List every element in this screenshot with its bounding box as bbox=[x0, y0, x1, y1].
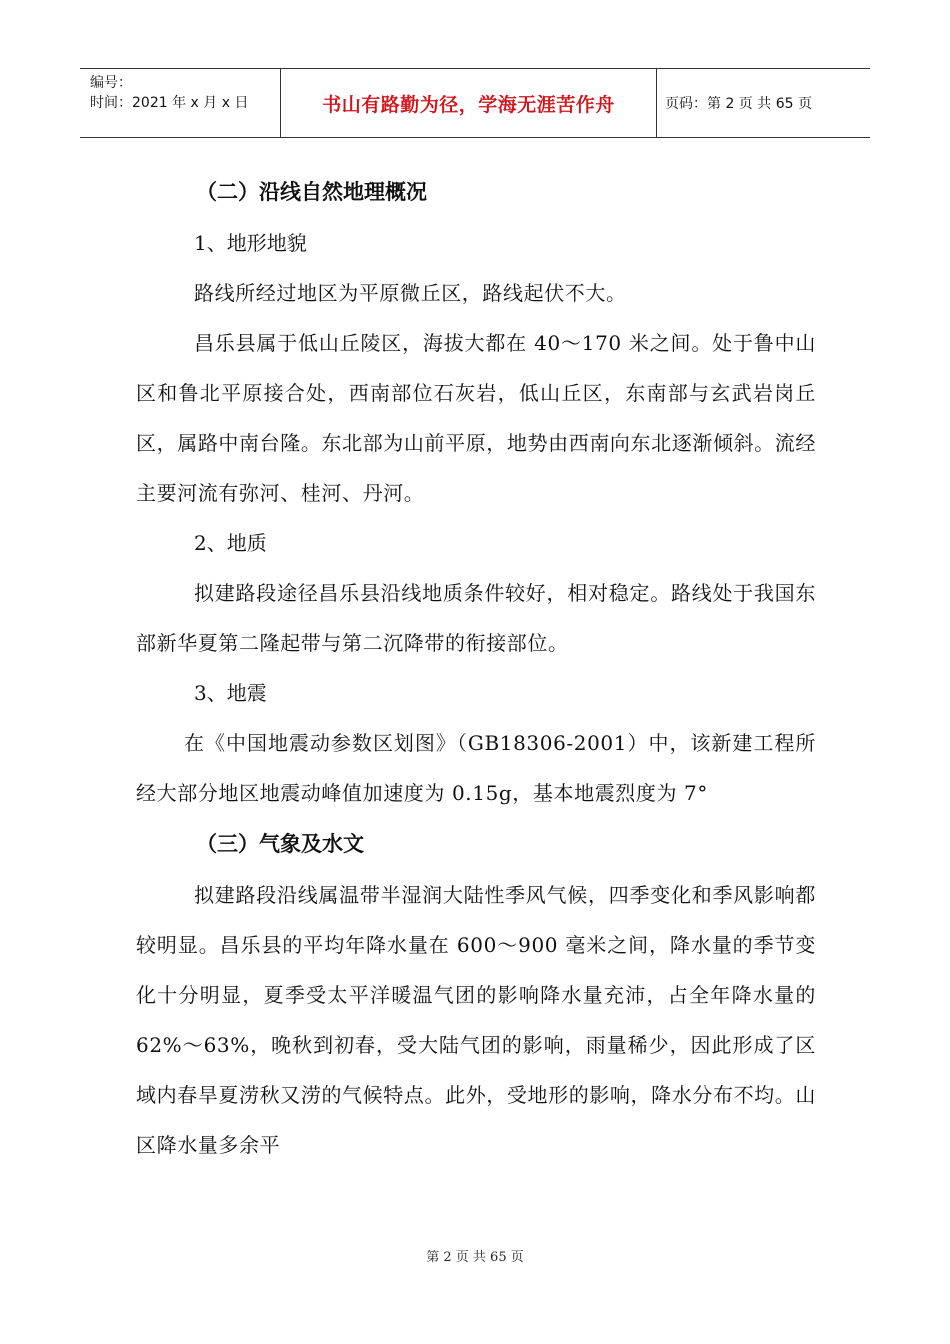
page-footer: 第 2 页 共 65 页 bbox=[426, 1250, 524, 1265]
paragraph-terrain-detail: 昌乐县属于低山丘陵区，海拔大都在 40～170 米之间。处于鲁中山区和鲁北平原接合处，西南部位石灰岩，低山丘区，东南部与玄武岩岗丘区，属路中南台隆。东北部为山前平原，地势由西南向东北逐渐倾斜。流经主要河流有弥河、桂河、丹河。 bbox=[136, 331, 816, 505]
paragraph-earthquake: 在《中国地震动参数区划图》（GB18306-2001）中，该新建工程所经大部分地区地震动峰值加速度为 0.15g，基本地震烈度为 7° bbox=[136, 731, 816, 805]
document-body bbox=[136, 166, 816, 1170]
subheading-geology: 2、地质 bbox=[194, 531, 267, 555]
section-heading-2: （二）沿线自然地理概况 bbox=[196, 180, 427, 204]
paragraph-climate: 拟建路段沿线属温带半湿润大陆性季风气候，四季变化和季风影响都较明显。昌乐县的平均年降水量在 600～900 毫米之间，降水量的季节变化十分明显，夏季受太平洋暖温气团的影响降水量充沛，占全年降水量的 62%～63%，晚秋到初春，受大陆气团的影响，雨量稀少，因此形成了区域内春旱夏涝秋又涝的气候特点。此外，受地形的影响，降水分布不均。山区降水量多余平 bbox=[136, 883, 816, 1157]
subheading-terrain: 1、地形地貌 bbox=[194, 231, 307, 255]
page-header bbox=[80, 68, 870, 138]
header-page-info: 页码：第 2 页 共 65 页 bbox=[665, 96, 812, 112]
header-meta bbox=[80, 69, 281, 137]
header-motto: 书山有路勤为径，学海无涯苦作舟 bbox=[281, 69, 657, 137]
time-label: 时间：2021 年 x 月 x 日 bbox=[90, 95, 249, 111]
section-heading-3: （三）气象及水文 bbox=[196, 832, 364, 856]
number-label: 编号： bbox=[90, 75, 132, 91]
paragraph-terrain-summary: 路线所经过地区为平原微丘区，路线起伏不大。 bbox=[194, 281, 627, 305]
paragraph-geology: 拟建路段途径昌乐县沿线地质条件较好，相对稳定。路线处于我国东部新华夏第二隆起带与第二沉降带的衔接部位。 bbox=[136, 581, 816, 655]
subheading-earthquake: 3、地震 bbox=[194, 681, 267, 705]
